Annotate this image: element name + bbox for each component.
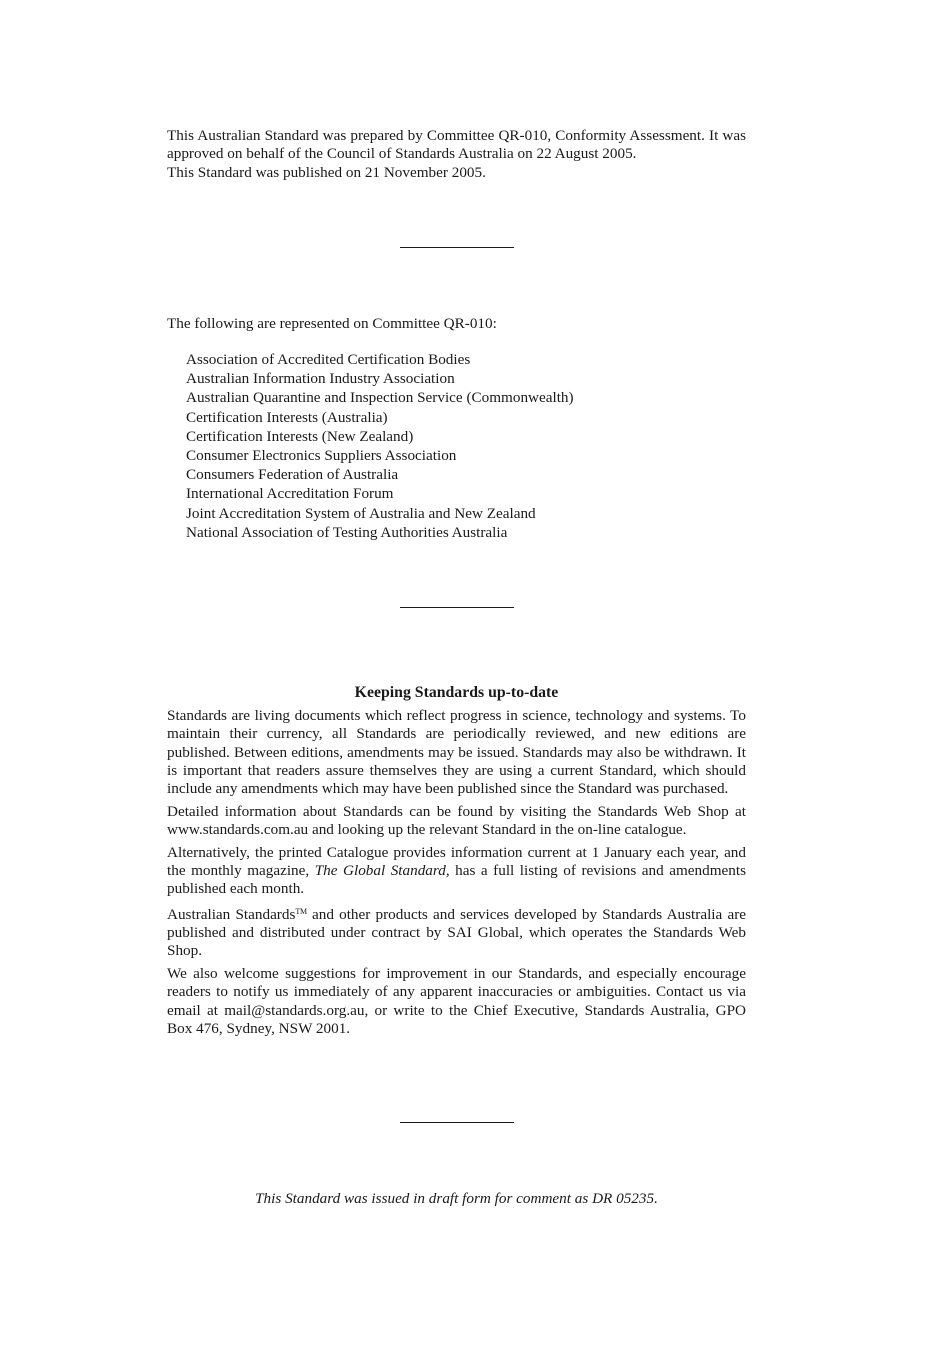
committee-member: Certification Interests (New Zealand) [186,427,414,445]
committee-member-list [186,350,574,542]
magazine-title: The Global Standard [314,861,446,879]
draft-note: This Standard was issued in draft form for comment as DR 05235. [255,1190,658,1207]
committee-member: Association of Accredited Certification Bodies [186,351,471,368]
committee-member: Joint Accreditation System of Australia and New Zealand [186,504,536,522]
paragraph-web-shop: Detailed information about Standards can be found by visiting the Standards Web Shop at www.standards.com.au and looking up the relevant Standard in the on-line catalogue. [167,802,746,839]
paragraph-sai-global: Australian Standards™ and other products and services developed by Standards Australia are published and distributed under contract by SAI Global, which operates the Standards Web Shop. [167,905,746,960]
committee-intro: The following are represented on Committee QR-010: [167,315,497,332]
section-divider [400,607,514,608]
committee-member: Australian Information Industry Association [186,370,455,388]
paragraph-catalogue: Alternatively, the printed Catalogue provides information current at 1 January each year, and the monthly magazine, The Global Standard, has a full listing of revisions and amendments published each month. [167,843,747,898]
paragraph-suggestions: We also welcome suggestions for improvement in our Standards, and especially encourage readers to notify us immediately of any apparent inaccuracies or ambiguities. Contact us via email at mail@standards.org.au, or write to the Chief Executive, Standards Australia, GPO Box 476, Sydney, NSW 2001. [167,965,746,1037]
keeping-standards-body [167,707,746,1038]
trademark-mark: TM [295,906,307,916]
committee-member: Consumer Electronics Suppliers Association [186,447,457,465]
paragraph-living-documents: Standards are living documents which reflect progress in science, technology and systems. To maintain their currency, all Standards are periodically reviewed, and new editions are published. Between editions, amendments may be issued. Standards may also be withdrawn. It is important that readers assure themselves they are using a current Standard, which should include any amendments which may have been published since the Standard was purchased. [167,707,746,798]
section-divider [400,1122,514,1123]
committee-member: Australian Quarantine and Inspection Service (Commonwealth) [186,389,574,407]
committee-member: Consumers Federation of Australia [186,466,399,484]
section-divider [400,247,514,248]
keeping-standards-heading: Keeping Standards up-to-date [354,684,559,701]
committee-member: International Accreditation Forum [186,485,394,503]
published-date-statement: This Standard was published on 21 November 2005. [167,163,486,181]
committee-member: National Association of Testing Authorities Australia [186,523,508,541]
committee-member: Certification Interests (Australia) [186,408,388,426]
prepared-section [167,127,746,182]
prepared-statement: This Australian Standard was prepared by Committee QR-010, Conformity Assessment. It was approved on behalf of the Council of Standards Australia on 22 August 2005. [167,127,746,163]
